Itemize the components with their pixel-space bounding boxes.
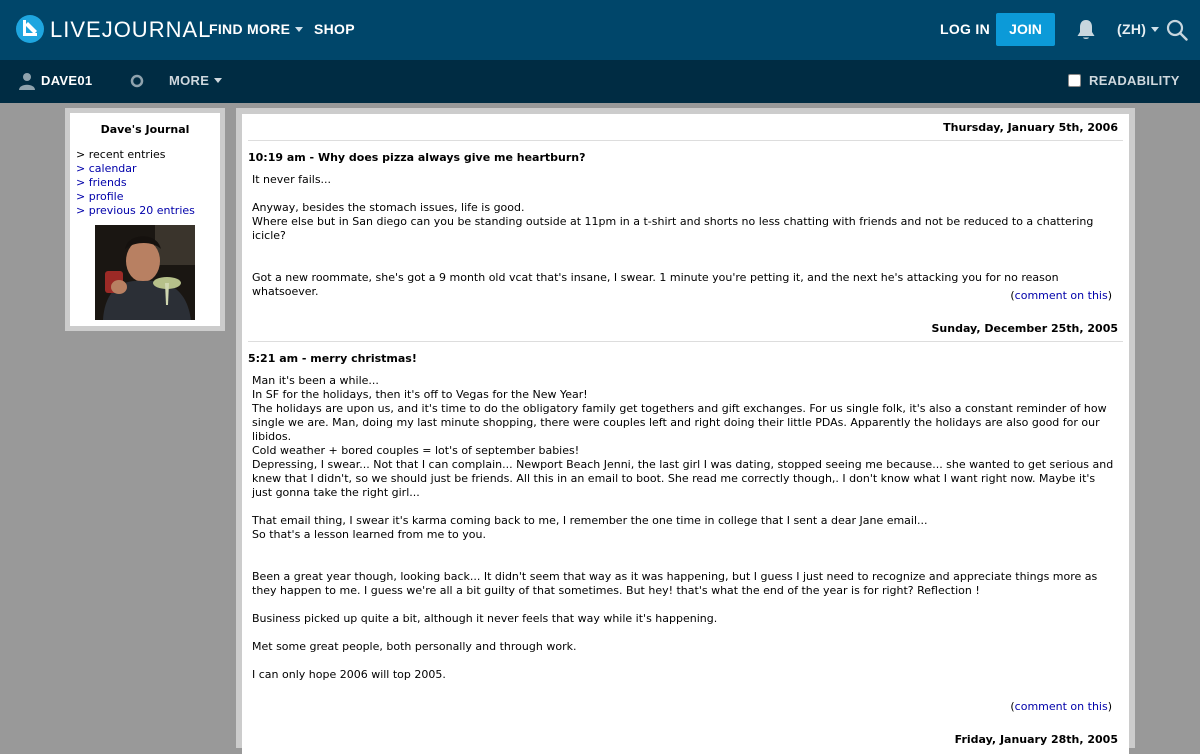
- friends-link[interactable]: friends: [88, 176, 127, 189]
- link-prefix[interactable]: >: [76, 176, 89, 189]
- spacer: [252, 187, 1118, 201]
- sidebar-item-recent-entries: [76, 148, 195, 162]
- livejournal-logo-icon[interactable]: [15, 14, 45, 44]
- find-more-menu[interactable]: [209, 21, 303, 37]
- entries-container: [242, 114, 1129, 754]
- find-more-label: FIND MORE: [209, 21, 291, 37]
- spacer: [252, 542, 1118, 556]
- sidebar-item-friends[interactable]: [76, 176, 195, 190]
- more-menu[interactable]: [169, 73, 222, 88]
- sidebar-links: [76, 148, 195, 218]
- sidebar-panel: [70, 113, 220, 326]
- join-button[interactable]: JOIN: [996, 13, 1055, 46]
- journal-sidebar: [65, 108, 225, 331]
- user-subbar: [0, 60, 1200, 103]
- link-prefix[interactable]: >: [76, 204, 89, 217]
- comment-link[interactable]: comment on this: [1014, 700, 1108, 713]
- sidebar-item-previous-entries[interactable]: [76, 204, 195, 218]
- entry-line: Anyway, besides the stomach issues, life is good.: [252, 201, 525, 214]
- entry-line: So that's a lesson learned from me to you.: [252, 528, 486, 541]
- sidebar-item-calendar[interactable]: [76, 162, 195, 176]
- readability-label[interactable]: READABILITY: [1089, 73, 1180, 88]
- language-selector[interactable]: [1117, 21, 1159, 37]
- spacer: [252, 556, 1118, 570]
- entry-date-header: Friday, January 28th, 2005: [954, 733, 1118, 746]
- entry-date-header: Sunday, December 25th, 2005: [931, 322, 1118, 335]
- link-prefix[interactable]: >: [76, 190, 89, 203]
- entry-line: Business picked up quite a bit, although it never feels that way while it's happening.: [252, 612, 718, 625]
- journal-entries-panel: [236, 108, 1135, 748]
- entry-line: The holidays are upon us, and it's time to do the obligatory family get togethers and gift exchanges. For us single folk, it's also a constant reminder of how single we are. Man, doing my last minute shopping, there were couples left and right doing their little PDAs. Apparently the holidays are also good for our libidos.: [252, 402, 1107, 443]
- calendar-link[interactable]: calendar: [88, 162, 137, 175]
- entry-line: Cold weather + bored couples = lot's of september babies!: [252, 444, 580, 457]
- paren: ): [1107, 289, 1112, 302]
- chevron-down-icon: [295, 27, 303, 32]
- sidebar-item-profile[interactable]: [76, 190, 195, 204]
- bell-icon[interactable]: [1076, 19, 1096, 41]
- userpic-photo: [95, 225, 195, 320]
- top-navbar: [0, 0, 1200, 60]
- username-link[interactable]: DAVE01: [41, 73, 93, 88]
- divider: [248, 140, 1123, 141]
- more-label: MORE: [169, 73, 210, 88]
- entry-line: Been a great year though, looking back... It didn't seem that way as it was happening, but I guess I just need to recognize and appreciate things more as they happen to me. I guess we're all a bit guilty of that sometimes. But hey! that's what the end of the year is for right? Reflection !: [252, 570, 1098, 597]
- entry-line: That email thing, I swear it's karma coming back to me, I remember the one time in college that I sent a dear Jane email...: [252, 514, 928, 527]
- entry-date-header: Thursday, January 5th, 2006: [943, 121, 1118, 134]
- status-ring-icon[interactable]: [130, 74, 144, 88]
- spacer: [252, 257, 1118, 271]
- journal-title: Dave's Journal: [100, 123, 190, 136]
- entry-title: 10:19 am - Why does pizza always give me heartburn?: [248, 151, 586, 164]
- sidebar-label: recent entries: [88, 148, 166, 161]
- entry-body: [252, 173, 1118, 299]
- spacer: [252, 500, 1118, 514]
- entry-line: Got a new roommate, she's got a 9 month old vcat that's insane, I swear. 1 minute you're petting it, and the next he's attacking you for no reason whatsoever.: [252, 271, 1059, 298]
- comment-area: [1010, 700, 1112, 713]
- entry-line: Where else but in San diego can you be standing outside at 11pm in a t-shirt and shorts no less chatting with friends and not be reduced to a chattering icicle?: [252, 215, 1094, 242]
- login-link[interactable]: LOG IN: [940, 21, 991, 37]
- entry-title: 5:21 am - merry christmas!: [248, 352, 417, 365]
- chevron-down-icon: [1151, 27, 1159, 32]
- link-prefix: >: [76, 148, 89, 161]
- spacer: [252, 243, 1118, 257]
- previous-entries-link[interactable]: previous 20 entries: [88, 204, 195, 217]
- search-icon[interactable]: [1166, 19, 1188, 41]
- shop-link[interactable]: SHOP: [314, 21, 355, 37]
- comment-area: [1010, 289, 1112, 302]
- user-icon: [19, 72, 35, 90]
- spacer: [252, 626, 1118, 640]
- divider: [248, 341, 1123, 342]
- link-prefix[interactable]: >: [76, 162, 89, 175]
- spacer: [252, 598, 1118, 612]
- spacer: [252, 654, 1118, 668]
- entry-line: Met some great people, both personally and through work.: [252, 640, 577, 653]
- comment-link[interactable]: comment on this: [1014, 289, 1108, 302]
- language-label: (ZH): [1117, 21, 1147, 37]
- entry-line: In SF for the holidays, then it's off to Vegas for the New Year!: [252, 388, 588, 401]
- entry-line: Depressing, I swear... Not that I can complain... Newport Beach Jenni, the last girl I was dating, stopped seeing me because... she wanted to get serious and knew that I didn't, so we should just be friends. All this in an email to boot. She read me correctly though,. I don't know what I want right now. Maybe it's just gonna take the right girl...: [252, 458, 1114, 499]
- entry-line: Man it's been a while...: [252, 374, 379, 387]
- paren: ): [1107, 700, 1112, 713]
- profile-link[interactable]: profile: [88, 190, 124, 203]
- readability-checkbox[interactable]: [1068, 74, 1081, 87]
- entry-line: I can only hope 2006 will top 2005.: [252, 668, 446, 681]
- paren: (: [1010, 700, 1015, 713]
- chevron-down-icon: [214, 78, 222, 83]
- entry-line: It never fails...: [252, 173, 332, 186]
- logo-wordmark[interactable]: LIVEJOURNAL: [50, 17, 212, 42]
- entry-body: [252, 374, 1118, 682]
- paren: (: [1010, 289, 1015, 302]
